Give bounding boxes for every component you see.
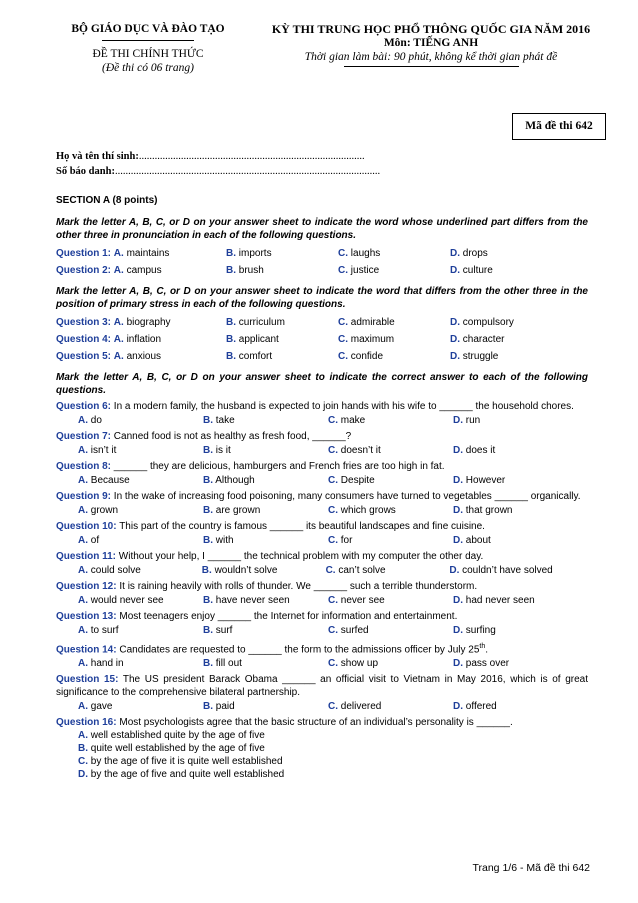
- question-15: Question 15: The US president Barack Obama ______ an official visit to Vietnam in May 2016, which is of great significance to the comprehensive bilateral partnership. A. gave B. paid C. delivered D. offered: [56, 674, 588, 712]
- option-d: surfing: [465, 624, 496, 636]
- option-d: However: [465, 474, 506, 486]
- option-b: is it: [215, 444, 231, 456]
- page-footer: Trang 1/6 - Mã đề thi 642: [472, 862, 590, 874]
- question-stem: It is raining heavily with rolls of thunder. We ______ such a terrible thunderstorm.: [119, 581, 478, 592]
- option-a: anxious: [126, 351, 162, 362]
- option-c: by the age of five it is quite well established: [90, 756, 283, 768]
- option-b: with: [215, 534, 234, 546]
- option-d: about: [465, 534, 491, 546]
- question-7: Question 7: Canned food is not as healthy as fresh food, ______? A. isn’t it B. is it C. doesn’t it D. does it: [56, 431, 496, 456]
- instruction-stress: Mark the letter A, B, C, or D on your answer sheet to indicate the word that differs from the other three in the position of primary stress in each of the following questions.: [56, 286, 588, 310]
- question-4: Question 4: A. inflation B. applicant C. maximum D. character: [56, 334, 505, 345]
- option-c: laughs: [350, 248, 381, 259]
- option-a: do: [90, 414, 102, 426]
- question-8: Question 8: ______ they are delicious, hamburgers and French fries are too high in fat. A. Because B. Although C. Despite D. However: [56, 461, 506, 486]
- option-c: doesn’t it: [340, 444, 381, 456]
- option-d: by the age of five and quite well established: [90, 769, 285, 781]
- option-b: are grown: [215, 504, 261, 516]
- question-stem: Candidates are requested to ______ the form to the admissions officer by July 25: [119, 644, 480, 656]
- option-b: curriculum: [238, 317, 285, 328]
- option-c: Despite: [340, 474, 375, 486]
- header-underline-right: [344, 66, 519, 67]
- option-b: brush: [238, 265, 264, 276]
- option-c: never see: [340, 594, 385, 606]
- option-c: admirable: [350, 317, 395, 328]
- question-stem: In the wake of increasing food poisoning, many consumers have turned to vegetables ______ organically.: [113, 491, 581, 502]
- candidate-name-label: Họ và tên thí sinh:: [56, 151, 139, 162]
- option-b: wouldn’t solve: [214, 564, 278, 576]
- question-5: Question 5: A. anxious B. comfort C. confide D. struggle: [56, 351, 499, 362]
- option-c: which grows: [340, 504, 396, 516]
- option-d: compulsory: [462, 317, 514, 328]
- candidate-name-field: [56, 150, 365, 163]
- candidate-id-dots: .....................................................................................................: [114, 166, 381, 177]
- ordinal-suffix: th: [479, 643, 486, 650]
- option-a: hand in: [90, 657, 124, 669]
- question-stem: Canned food is not as healthy as fresh food, ______?: [113, 431, 352, 442]
- header-left: [52, 22, 244, 75]
- section-title: SECTION A (8 points): [56, 195, 158, 206]
- option-c: for: [340, 534, 353, 546]
- option-b: imports: [238, 248, 272, 259]
- option-a: of: [90, 534, 100, 546]
- question-11: Question 11: Without your help, I ______ the technical problem with my computer the other day. A. could solve B. wouldn’t solve C. can’t solve D. couldn’t have solved: [56, 551, 553, 576]
- question-stem: Without your help, I ______ the technical problem with my computer the other day.: [118, 551, 484, 562]
- question-stem: In a modern family, the husband is expected to join hands with his wife to ______ the household chores.: [113, 401, 574, 412]
- question-stem: This part of the country is famous ______ its beautiful landscapes and fine cuisine.: [119, 521, 485, 532]
- option-b: applicant: [238, 334, 279, 345]
- exam-title: KỲ THI TRUNG HỌC PHỔ THÔNG QUỐC GIA NĂM 2016: [271, 22, 591, 36]
- option-a: to surf: [90, 624, 119, 636]
- candidate-id-field: [56, 165, 380, 178]
- option-c: surfed: [340, 624, 369, 636]
- question-6: Question 6: In a modern family, the husband is expected to join hands with his wife to ______ the household chores. A. do B. take C. make D. run: [56, 401, 574, 426]
- question-9: Question 9: In the wake of increasing food poisoning, many consumers have turned to vegetables ______ organically. A. grown B. are grown C. which grows D. that grown: [56, 491, 581, 516]
- candidate-name-dots: ......................................................................................: [138, 151, 365, 162]
- option-b: have never seen: [215, 594, 290, 606]
- option-a: grown: [90, 504, 119, 516]
- subject-title: Môn: TIẾNG ANH: [383, 37, 479, 49]
- question-10: Question 10: This part of the country is famous ______ its beautiful landscapes and fine cuisine. A. of B. with C. for D. about: [56, 521, 491, 546]
- question-2: Question 2: A. campus B. brush C. justice D. culture: [56, 265, 493, 276]
- option-d: culture: [462, 265, 493, 276]
- question-stem: ______ they are delicious, hamburgers and French fries are too high in fat.: [113, 461, 445, 472]
- question-label: Question 1:: [56, 248, 112, 259]
- question-stem: Most teenagers enjoy ______ the Internet for information and entertainment.: [119, 611, 458, 622]
- option-a: inflation: [126, 334, 162, 345]
- option-b: Although: [215, 474, 255, 486]
- option-d: struggle: [462, 351, 499, 362]
- option-c: make: [340, 414, 366, 426]
- option-c: can’t solve: [338, 564, 386, 576]
- option-d: that grown: [465, 504, 513, 516]
- official-label: ĐỀ THI CHÍNH THỨC: [92, 48, 204, 60]
- option-a: isn’t it: [90, 444, 117, 456]
- option-a: gave: [90, 700, 113, 712]
- header-underline: [102, 40, 194, 41]
- time-note: Thời gian làm bài: 90 phút, không kể thời gian phát đề: [304, 51, 558, 63]
- option-d: run: [465, 414, 481, 426]
- option-b: fill out: [215, 657, 242, 669]
- pages-note: (Đề thi có 06 trang): [102, 62, 194, 74]
- option-d: character: [462, 334, 505, 345]
- option-b: quite well established by the age of five: [90, 743, 265, 755]
- question-stem: Most psychologists agree that the basic structure of an individual’s personality is ______.: [119, 717, 513, 729]
- question-12: Question 12: It is raining heavily with rolls of thunder. We ______ such a terrible thunderstorm. A. would never see B. have never seen C. never see D. had never seen: [56, 581, 535, 606]
- section-a: [56, 194, 588, 784]
- option-a: Because: [90, 474, 130, 486]
- option-c: delivered: [340, 700, 382, 712]
- option-c: justice: [350, 265, 380, 276]
- instruction-pronunciation: Mark the letter A, B, C, or D on your answer sheet to indicate the word whose underlined part differs from the other three in pronunciation in each of the following questions.: [56, 217, 588, 241]
- option-a: maintains: [126, 248, 170, 259]
- question-1: Question 1: A. maintains B. imports C. laughs D. drops: [56, 248, 488, 259]
- question-stem: The US president Barack Obama ______ an official visit to Vietnam in May 2016, which is of great significance to the comprehensive bilateral partnership.: [56, 674, 588, 699]
- option-a: well established quite by the age of five: [90, 730, 265, 742]
- option-d: had never seen: [465, 594, 535, 606]
- question-16: Question 16: Most psychologists agree that the basic structure of an individual’s personality is ______. A. well established quite by the age of five B. quite well established by the age of five C. by the age of five it is quite well established D. by the age of five and quite well established: [56, 717, 513, 781]
- candidate-id-label: Số báo danh:: [56, 166, 115, 177]
- option-d: offered: [465, 700, 497, 712]
- option-d: couldn’t have solved: [462, 564, 553, 576]
- option-a: biography: [126, 317, 171, 328]
- option-b: comfort: [238, 351, 273, 362]
- option-b: paid: [215, 700, 235, 712]
- option-d: does it: [465, 444, 496, 456]
- option-b: surf: [215, 624, 233, 636]
- option-a: would never see: [90, 594, 164, 606]
- question-3: Question 3: A. biography B. curriculum C. admirable D. compulsory: [56, 317, 514, 328]
- instruction-correct-answer: Mark the letter A, B, C, or D on your answer sheet to indicate the correct answer to each of the following questions.: [56, 372, 588, 396]
- header-right: [262, 22, 600, 67]
- question-14: Question 14: Candidates are requested to ______ the form to the admissions officer by July 25th. A. hand in B. fill out C. show up D. pass over: [56, 643, 510, 669]
- option-d: drops: [462, 248, 488, 259]
- exam-code-box: Mã đề thi 642: [512, 113, 606, 140]
- option-a: campus: [126, 265, 162, 276]
- option-b: take: [215, 414, 235, 426]
- question-13: Question 13: Most teenagers enjoy ______ the Internet for information and entertainment. A. to surf B. surf C. surfed D. surfing: [56, 611, 496, 636]
- ministry-name: BỘ GIÁO DỤC VÀ ĐÀO TẠO: [71, 23, 225, 35]
- option-c: confide: [350, 351, 384, 362]
- option-c: maximum: [350, 334, 395, 345]
- option-a: could solve: [90, 564, 141, 576]
- option-d: pass over: [465, 657, 510, 669]
- option-c: show up: [340, 657, 379, 669]
